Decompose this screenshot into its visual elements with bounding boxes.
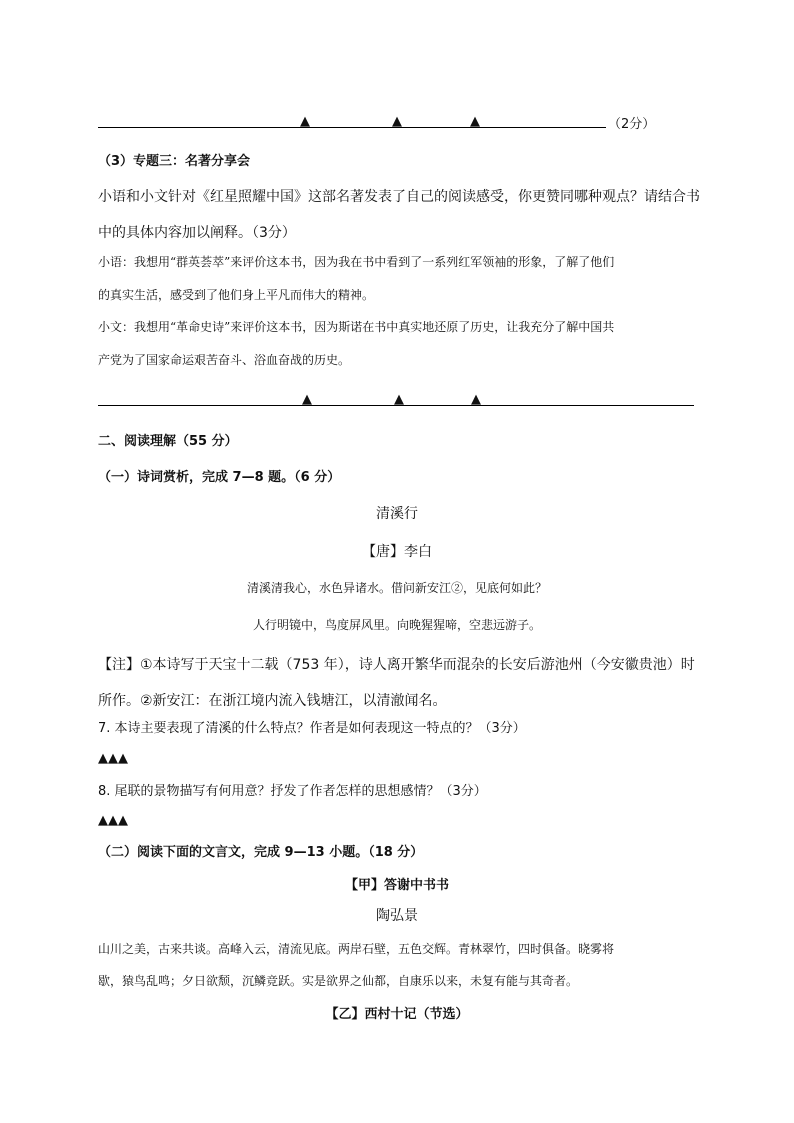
- question-8: 8. 尾联的景物描写有何用意？抒发了作者怎样的思想感情？（3分）: [98, 784, 487, 799]
- poem-line: 清溪清我心，水色异诸水。借问新安江②，见底何如此？: [246, 581, 547, 595]
- answer-placeholder: ▲▲▲: [98, 813, 128, 828]
- xiaowen-opinion-line: 小文：我想用“革命史诗”来评价这本书，因为斯诺在书中真实地还原了历史，让我充分了解中国共: [98, 320, 615, 334]
- answer-triangle: ▲: [392, 114, 402, 129]
- text-a-author: 陶弘景: [376, 908, 418, 924]
- answer-triangle: ▲: [471, 392, 481, 407]
- xiaowen-opinion-line: 产党为了国家命运艰苦奋斗、浴血奋战的历史。: [98, 353, 351, 367]
- section2-heading: 二、阅读理解（55 分）: [98, 434, 238, 449]
- question-7: 7. 本诗主要表现了清溪的什么特点？作者是如何表现这一特点的？（3分）: [98, 721, 526, 736]
- classical-text-line: 歇，猿鸟乱鸣；夕日欲颓，沉鳞竞跃。实是欲界之仙都，自康乐以来，未复有能与其奇者。: [98, 974, 579, 988]
- xiaoyu-opinion-line: 小语：我想用“群英荟萃”来评价这本书，因为我在书中看到了一系列红军领袖的形象，了解了他们: [98, 255, 615, 269]
- poem-note-line: 所作。②新安江：在浙江境内流入钱塘江，以清澈闻名。: [98, 693, 447, 709]
- part2-heading: （二）阅读下面的文言文，完成 9—13 小题。（18 分）: [98, 845, 424, 860]
- poem-author: 【唐】李白: [362, 544, 432, 560]
- classical-text-line: 山川之美，古来共谈。高峰入云，清流见底。两岸石壁，五色交辉。青林翠竹，四时俱备。晓雾将: [98, 942, 615, 956]
- answer-placeholder: ▲▲▲: [98, 751, 128, 766]
- text-b-title: 【乙】西村十记（节选）: [325, 1007, 469, 1022]
- answer-triangle: ▲: [394, 392, 404, 407]
- poem-line: 人行明镜中，鸟度屏风里。向晚猩猩啼，空悲远游子。: [252, 618, 541, 632]
- xiaoyu-opinion-line: 的真实生活，感受到了他们身上平凡而伟大的精神。: [98, 288, 375, 302]
- part1-heading: （一）诗词赏析，完成 7—8 题。（6 分）: [98, 470, 341, 485]
- poem-title: 清溪行: [376, 506, 418, 522]
- answer-triangle: ▲: [302, 392, 312, 407]
- question-text-line: 小语和小文针对《红星照耀中国》这部名著发表了自己的阅读感受，你更赞同哪种观点？请结合书: [98, 189, 700, 205]
- text-a-title: 【甲】答谢中书书: [344, 878, 449, 893]
- question-text-line: 中的具体内容加以阐释。（3分）: [98, 225, 296, 241]
- poem-note-line: 【注】①本诗写于天宝十二载（753 年），诗人离开繁华而混杂的长安后游池州（今安徽贵池）时: [98, 657, 695, 673]
- score-label: （2分）: [608, 117, 656, 132]
- topic3-heading: （3）专题三：名著分享会: [98, 154, 251, 169]
- answer-line-1: [98, 127, 606, 128]
- answer-triangle: ▲: [470, 114, 480, 129]
- answer-triangle: ▲: [300, 114, 310, 129]
